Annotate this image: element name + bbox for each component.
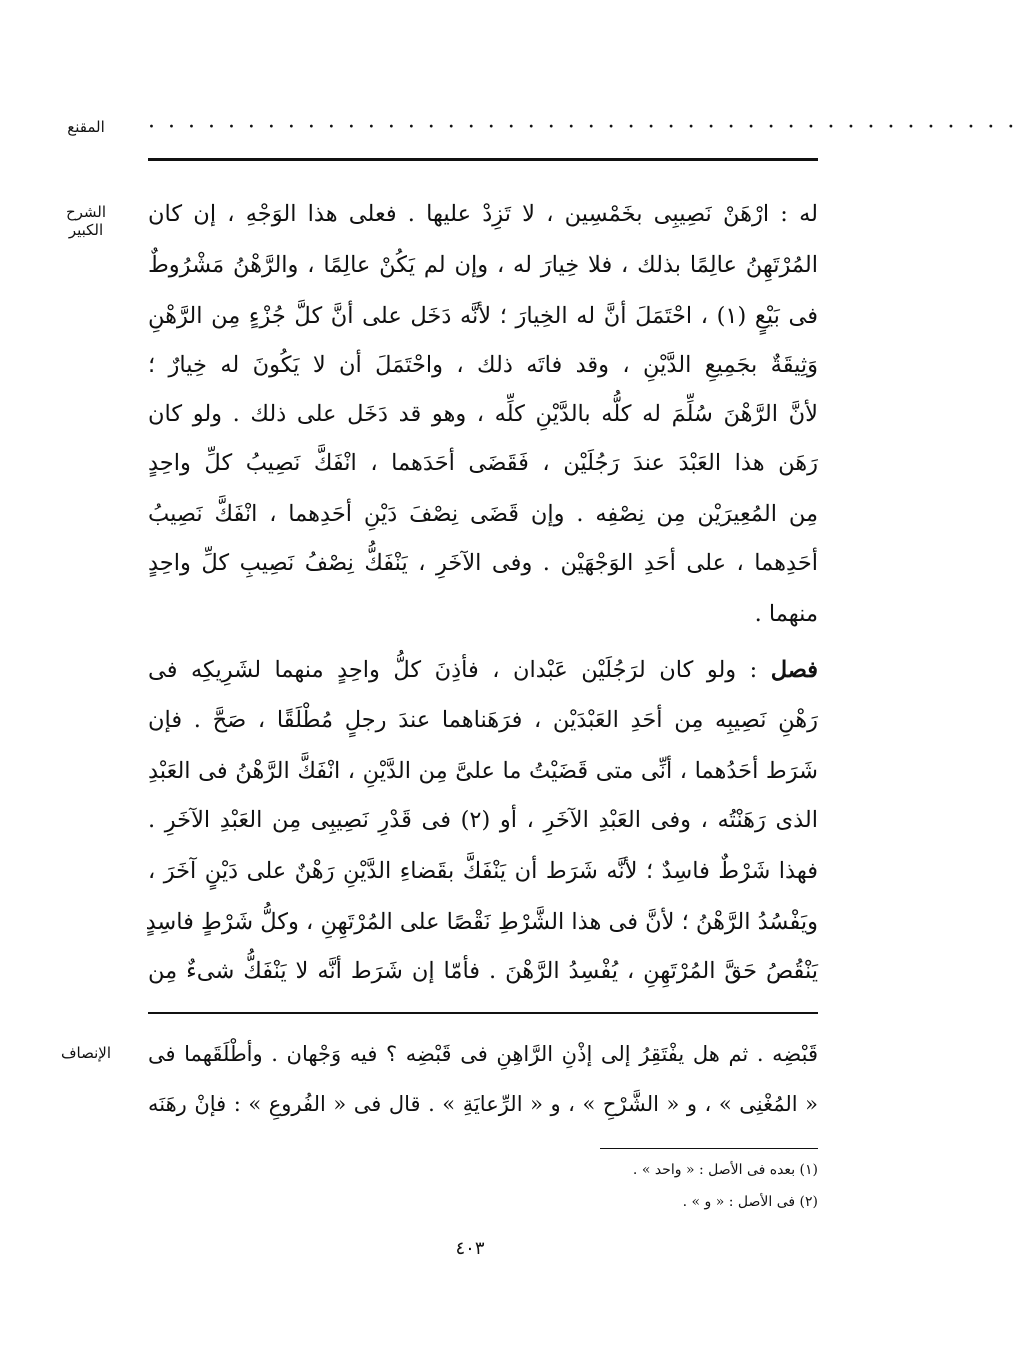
fasl-line: يَنْقُصُ حَقَّ المُرْتَهِنِ ، يُفْسِدُ الرَّهْنَ . فأمّا إن شَرَط أنَّه لا يَنْفَكُّ شىءٌ مِن <box>148 958 818 984</box>
body-line: منهما . <box>754 601 818 627</box>
sharh-label: الشرح الكبير <box>65 203 107 239</box>
insaf-line: « المُغْنِى » ، و « الشَّرْحِ » ، و « الرِّعايَةِ » . قال فى « الفُروعِ » : فإنْ رهَنَه <box>148 1092 818 1116</box>
body-line: المُرْتَهِنُ عالِمًا بذلك ، فلا خِيارَ له ، وإن لم يَكُنْ عالِمًا ، والرَّهْنُ مَشْرُوطٌ <box>148 252 818 278</box>
fasl-line: فهذا شَرْطٌ فاسِدٌ ؛ لأنَّه شَرَط أن يَنْفَكَّ بقَضاءِ الدَّيْنِ رَهْنٌ على دَيْنٍ آخَرَ ، <box>148 858 818 884</box>
page-number: ٤٠٣ <box>455 1238 485 1259</box>
fasl-heading: فصل <box>770 657 819 683</box>
insaf-line: قَبْضِه . ثم هل يفْتَقِرُ إلى إذْنِ الرَّاهِنِ فى قَبْضِه ؟ فيه وَجْهان . وأطْلَقَهما فى <box>148 1042 818 1066</box>
header-rule <box>148 158 818 161</box>
fasl-line: شَرَط أحَدُهما ، أنِّى متى قَضَيْتُ ما علىَّ مِن الدَّيْنِ ، انْفَكَّ الرَّهْنُ فى العَبْدِ <box>148 758 818 784</box>
fasl-line: رَهْنِ نَصِيبِه مِن أحَدِ العَبْدَيْن ، فرَهَناهما عندَ رجلٍ مُطْلَقًا ، صَحَّ . فإن <box>148 707 818 733</box>
fasl-line: : ولو كان لرَجُلَيْن عَبْدان ، فأذِنَ كلُّ واحِدٍ منهما لشَرِيكِه فى <box>148 657 758 683</box>
footnote-rule <box>600 1148 818 1149</box>
fasl-line: ويَفْسُدُ الرَّهْنُ ؛ لأنَّ فى هذا الشَّرْطِ نَقْصًا على المُرْتَهِنِ ، وكلُّ شَرْطٍ فاسِدٍ <box>145 909 818 935</box>
body-line: وَثِيقَةٌ بجَمِيعِ الدَّيْنِ ، وقد فاتَه ذلك ، واحْتَمَلَ أن لا يَكُونَ له خِيارٌ ؛ <box>148 352 818 378</box>
section-divider <box>148 1012 818 1014</box>
insaf-label: الإنصاف <box>60 1044 112 1062</box>
header-dotted-line: · · · · · · · · · · · · · · · · · · · · · · · · · · · · · · · · · · · · · · · · · · · · <box>148 115 1017 140</box>
body-line: لأنَّ الرَّهْنَ سُلِّمَ له كلُّه بالدَّيْنِ كلِّه ، وهو قد دَخَل على ذلك . ولو كان <box>148 401 818 427</box>
body-line: مِن المُعِيرَيْن مِن نِصْفِه . وإن قَضَى نِصْفَ دَيْنِ أحَدِهما ، انْفَكَّ نَصِيبُ <box>148 501 818 527</box>
footnote: (١) بعده فى الأصل : « واحد » . <box>632 1162 818 1178</box>
body-line: له : ارْهَنْ نَصِيبِى بخَمْسِين ، لا تَزِدْ عليها . فعلى هذا الوَجْهِ ، إن كان <box>148 201 818 227</box>
body-line: رَهَن هذا العَبْدَ عندَ رَجُلَيْن ، فَقَضَى أحَدَهما ، انْفَكَّ نَصِيبُ كلِّ واحِدٍ <box>148 450 818 476</box>
body-line: أحَدِهما ، على أحَدِ الوَجْهَيْن . وفى الآخَرِ ، يَنْفَكُّ نِصْفُ نَصِيبِ كلِّ واحِدٍ <box>148 550 818 576</box>
footnote: (٢) فى الأصل : « و » . <box>682 1194 818 1210</box>
fasl-first-line <box>148 650 818 690</box>
body-line: فى بَيْعٍ (١) ، احْتَمَلَ أنَّ له الخِيارَ ؛ لأنَّه دَخَل على أنَّ كلَّ جُزْءٍ مِن الرَّهْنِ <box>148 303 818 329</box>
book-title-label: المقنع <box>67 118 105 136</box>
fasl-line: الذى رَهَنْتُه ، وفى العَبْدِ الآخَرِ ، أو (٢) فى قَدْرِ نَصِيبِى مِن العَبْدِ الآخَرِ . <box>148 807 818 833</box>
